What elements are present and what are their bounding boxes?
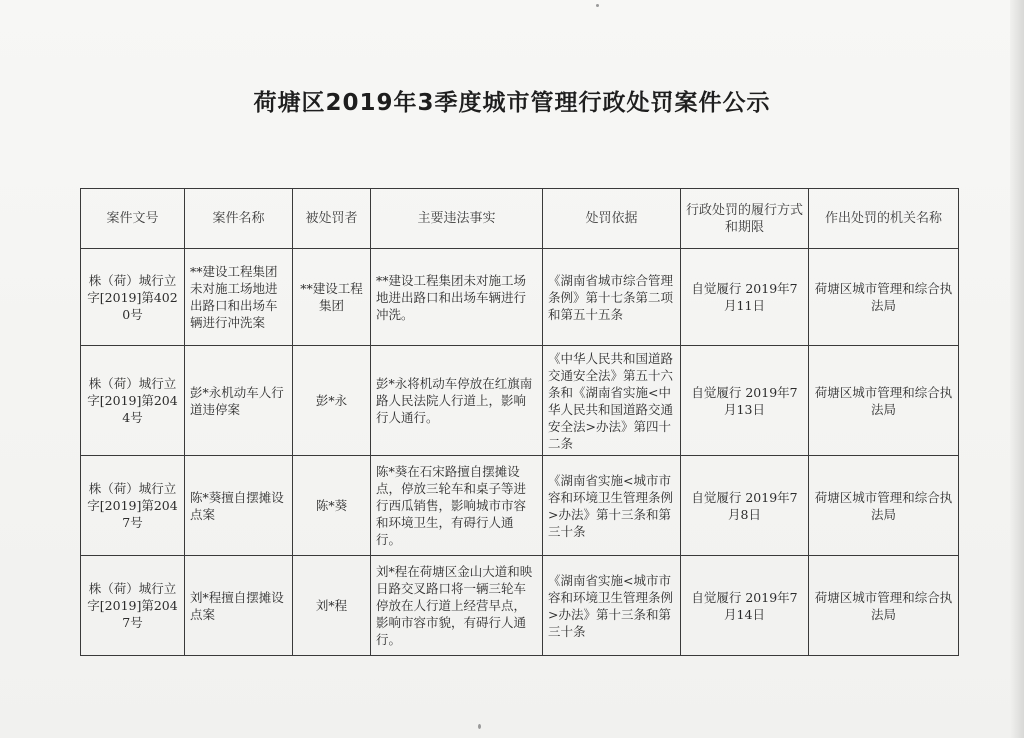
cell-doc-no: 株（荷）城行立字[2019]第2044号 — [81, 346, 185, 456]
cell-facts: **建设工程集团未对施工场地进出路口和出场车辆进行冲洗。 — [371, 249, 543, 346]
cell-facts: 刘*程在荷塘区金山大道和映日路交叉路口将一辆三轮车停放在人行道上经营早点，影响市容市貌，有碍行人通行。 — [371, 556, 543, 656]
table-row — [81, 249, 959, 346]
penalty-cases-table — [80, 188, 959, 656]
header-party: 被处罚者 — [293, 189, 371, 249]
cell-basis: 《湖南省城市综合管理条例》第十七条第二项和第五十五条 — [543, 249, 681, 346]
cell-facts: 陈*葵在石宋路擅自摆摊设点，停放三轮车和桌子等进行西瓜销售，影响城市市容和环境卫生，有碍行人通行。 — [371, 456, 543, 556]
cell-execution: 自觉履行 2019年7月8日 — [681, 456, 809, 556]
cell-basis: 《中华人民共和国道路交通安全法》第五十六条和《湖南省实施<中华人民共和国道路交通安全法>办法》第四十二条 — [543, 346, 681, 456]
cell-basis: 《湖南省实施<城市市容和环境卫生管理条例>办法》第十三条和第三十条 — [543, 556, 681, 656]
table-row — [81, 556, 959, 656]
header-authority: 作出处罚的机关名称 — [809, 189, 959, 249]
cell-case-name: 陈*葵擅自摆摊设点案 — [185, 456, 293, 556]
cell-party: 刘*程 — [293, 556, 371, 656]
scan-speck — [478, 724, 481, 729]
cell-party: 陈*葵 — [293, 456, 371, 556]
cell-execution: 自觉履行 2019年7月14日 — [681, 556, 809, 656]
document-title: 荷塘区2019年3季度城市管理行政处罚案件公示 — [253, 90, 771, 116]
cell-case-name: **建设工程集团未对施工场地进出路口和出场车辆进行冲洗案 — [185, 249, 293, 346]
cell-doc-no: 株（荷）城行立字[2019]第2047号 — [81, 556, 185, 656]
header-basis: 处罚依据 — [543, 189, 681, 249]
cell-authority: 荷塘区城市管理和综合执法局 — [809, 556, 959, 656]
scan-speck — [596, 4, 599, 7]
cell-party: 彭*永 — [293, 346, 371, 456]
table-row — [81, 456, 959, 556]
header-execution: 行政处罚的履行方式和期限 — [681, 189, 809, 249]
cell-doc-no: 株（荷）城行立字[2019]第4020号 — [81, 249, 185, 346]
cell-authority: 荷塘区城市管理和综合执法局 — [809, 249, 959, 346]
header-case-name: 案件名称 — [185, 189, 293, 249]
cell-execution: 自觉履行 2019年7月11日 — [681, 249, 809, 346]
cell-case-name: 彭*永机动车人行道违停案 — [185, 346, 293, 456]
cell-execution: 自觉履行 2019年7月13日 — [681, 346, 809, 456]
cell-authority: 荷塘区城市管理和综合执法局 — [809, 456, 959, 556]
cell-doc-no: 株（荷）城行立字[2019]第2047号 — [81, 456, 185, 556]
cell-case-name: 刘*程擅自摆摊设点案 — [185, 556, 293, 656]
cell-basis: 《湖南省实施<城市市容和环境卫生管理条例>办法》第十三条和第三十条 — [543, 456, 681, 556]
cell-authority: 荷塘区城市管理和综合执法局 — [809, 346, 959, 456]
cell-party: **建设工程集团 — [293, 249, 371, 346]
cell-facts: 彭*永将机动车停放在红旗南路人民法院人行道上，影响行人通行。 — [371, 346, 543, 456]
table-header-row — [81, 189, 959, 249]
table-row — [81, 346, 959, 456]
header-facts: 主要违法事实 — [371, 189, 543, 249]
header-doc-no: 案件文号 — [81, 189, 185, 249]
